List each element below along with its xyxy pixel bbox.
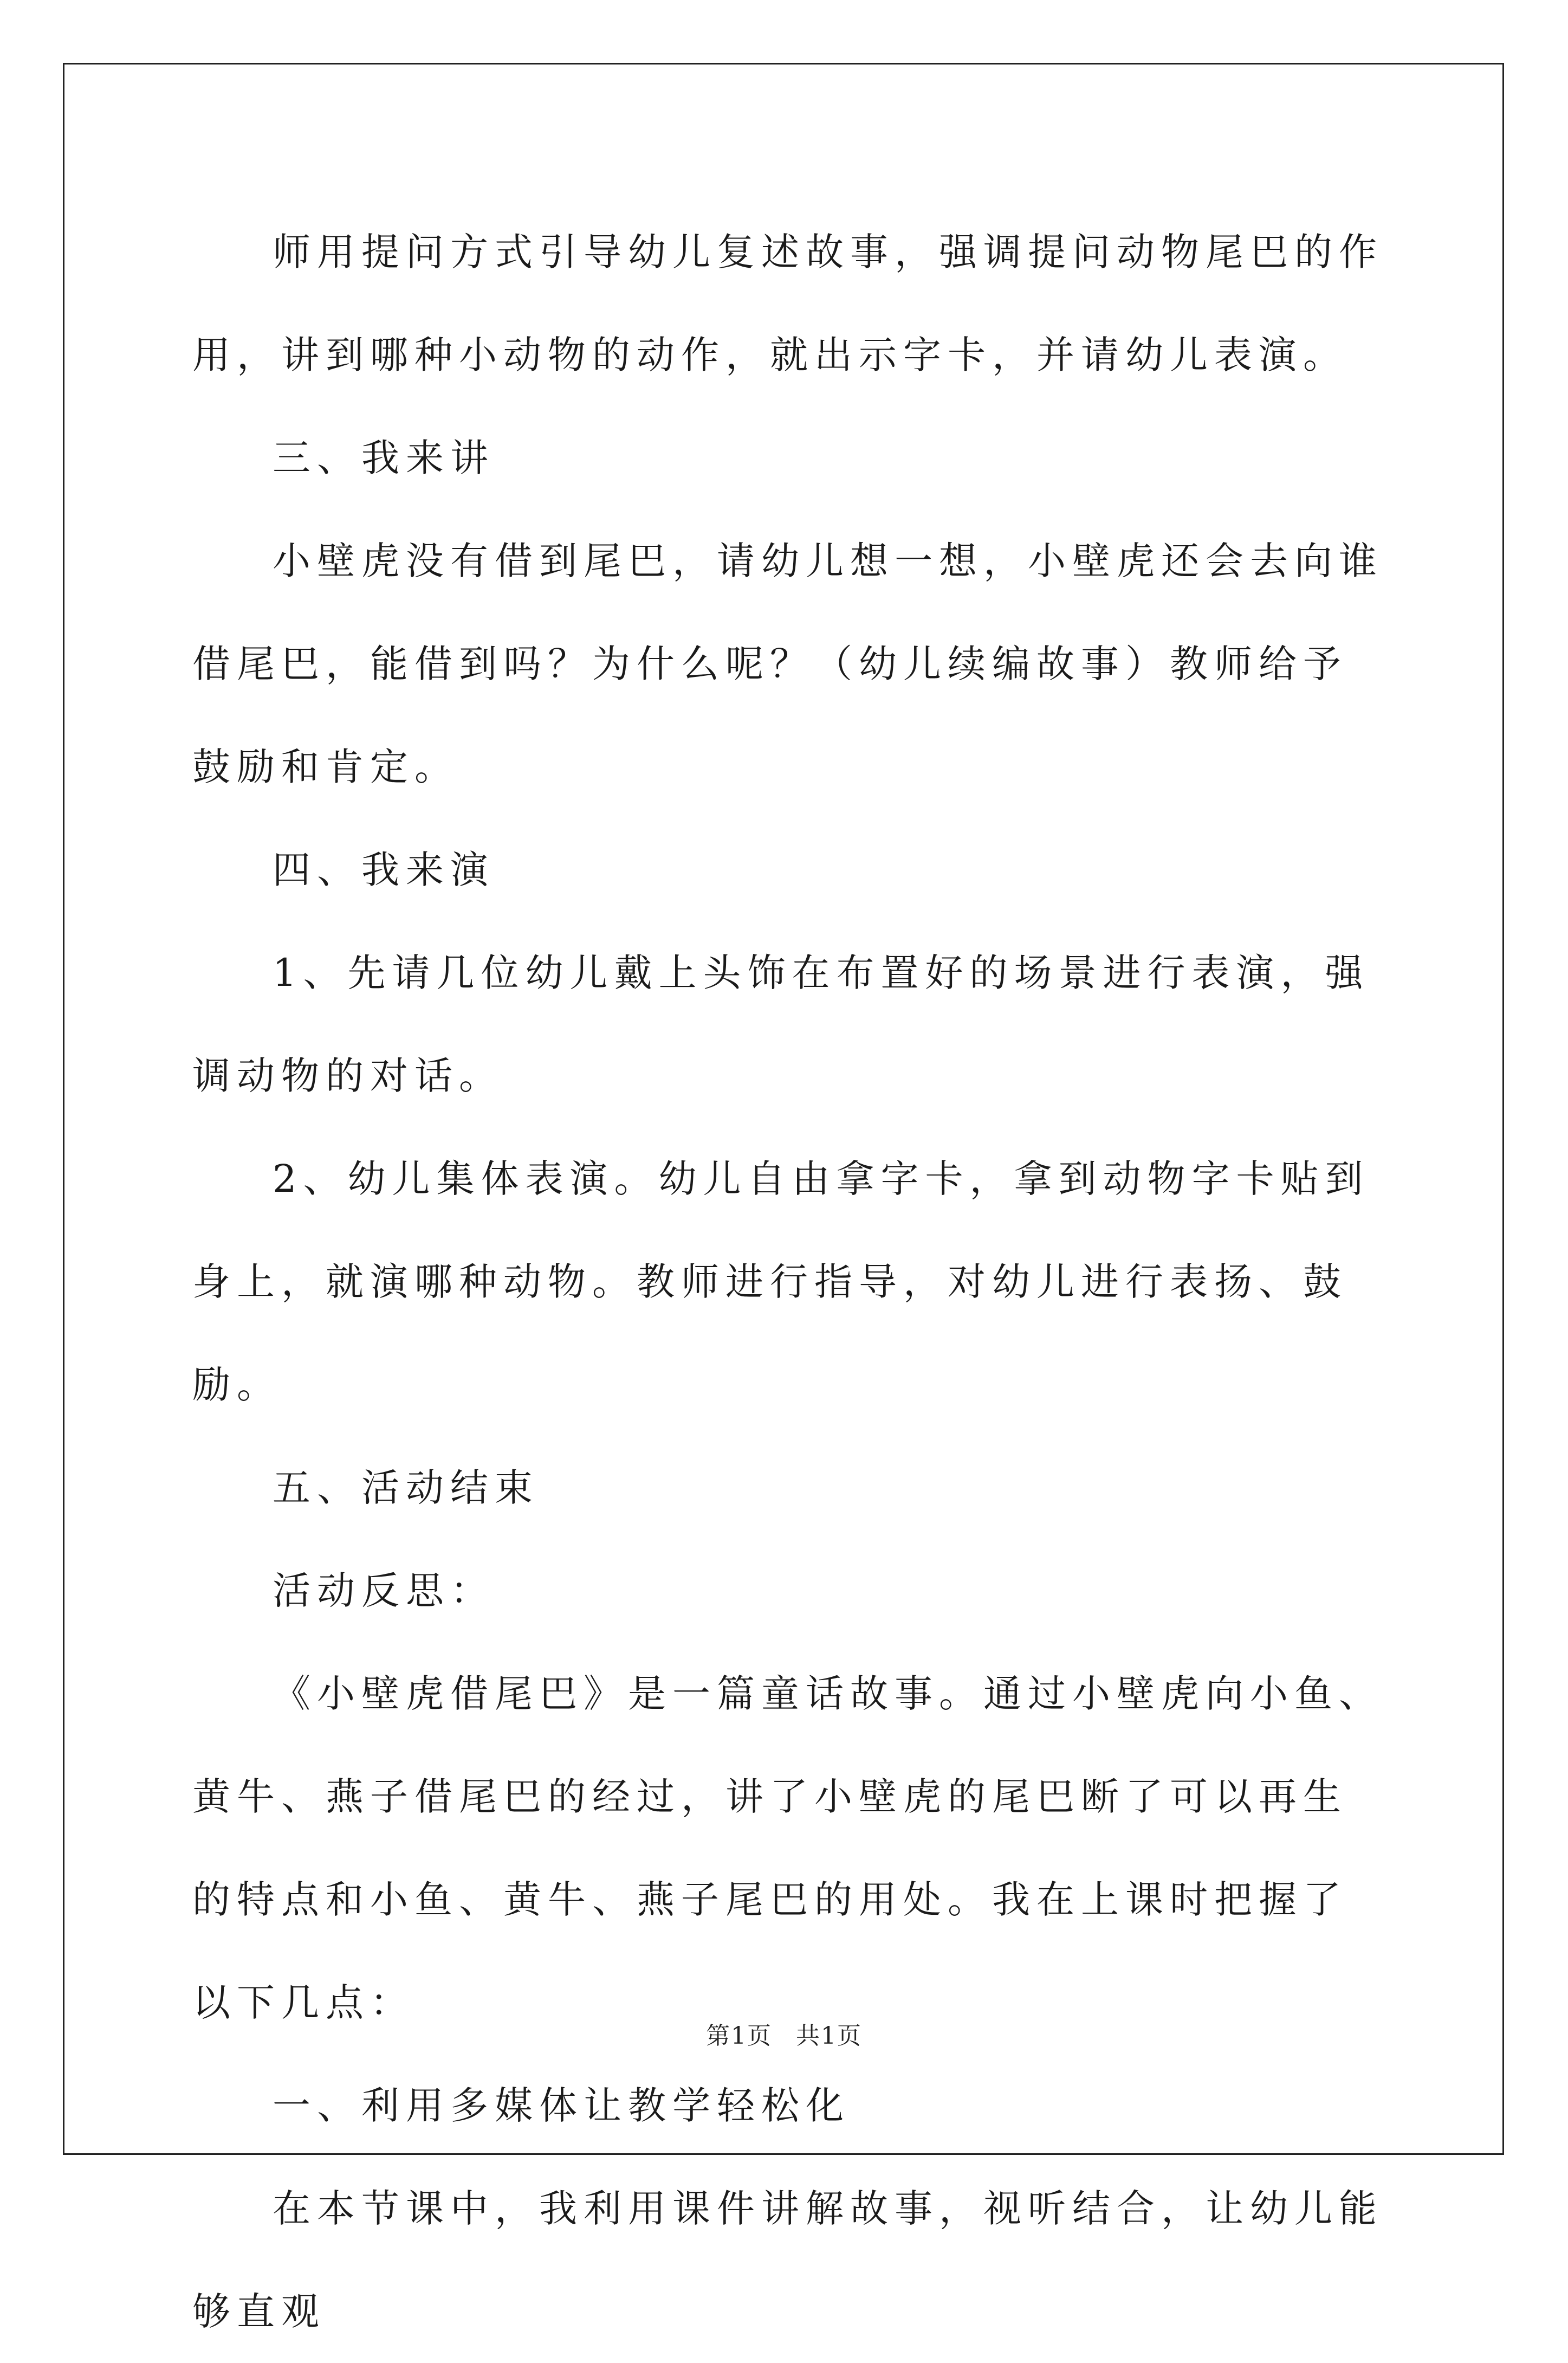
section-heading: 五、活动结束	[273, 1465, 539, 1510]
page-number: 第1页	[706, 2022, 772, 2050]
section-heading: 三、我来讲	[273, 436, 495, 480]
paragraph: 师用提问方式引导幼儿复述故事，强调提问动物尾巴的作用，讲到哪种小动物的动作，就出示字卡，并请幼儿表演。	[192, 230, 1383, 377]
paragraph: 在本节课中，我利用课件讲解故事，视听结合，让幼儿能够直观	[192, 2186, 1383, 2334]
paragraph: 《小壁虎借尾巴》是一篇童话故事。通过小壁虎向小鱼、黄牛、燕子借尾巴的经过，讲了小壁虎的尾巴断了可以再生的特点和小鱼、黄牛、燕子尾巴的用处。我在上课时把握了以下几点：	[192, 1671, 1383, 2025]
paragraph: 小壁虎没有借到尾巴，请幼儿想一想，小壁虎还会去向谁借尾巴，能借到吗？为什么呢？（幼儿续编故事）教师给予鼓励和肯定。	[192, 539, 1383, 789]
section-heading: 一、利用多媒体让教学轻松化	[273, 2083, 850, 2128]
section-heading: 活动反思：	[273, 1568, 495, 1613]
page-total: 共1页	[796, 2022, 862, 2050]
paragraph: 2、幼儿集体表演。幼儿自由拿字卡，拿到动物字卡贴到身上，就演哪种动物。教师进行指导，对幼儿进行表扬、鼓励。	[192, 1157, 1370, 1407]
page-footer	[0, 2016, 1568, 2051]
paragraph: 1、先请几位幼儿戴上头饰在布置好的场景进行表演，强调动物的对话。	[192, 951, 1370, 1098]
section-heading: 四、我来演	[273, 848, 495, 892]
